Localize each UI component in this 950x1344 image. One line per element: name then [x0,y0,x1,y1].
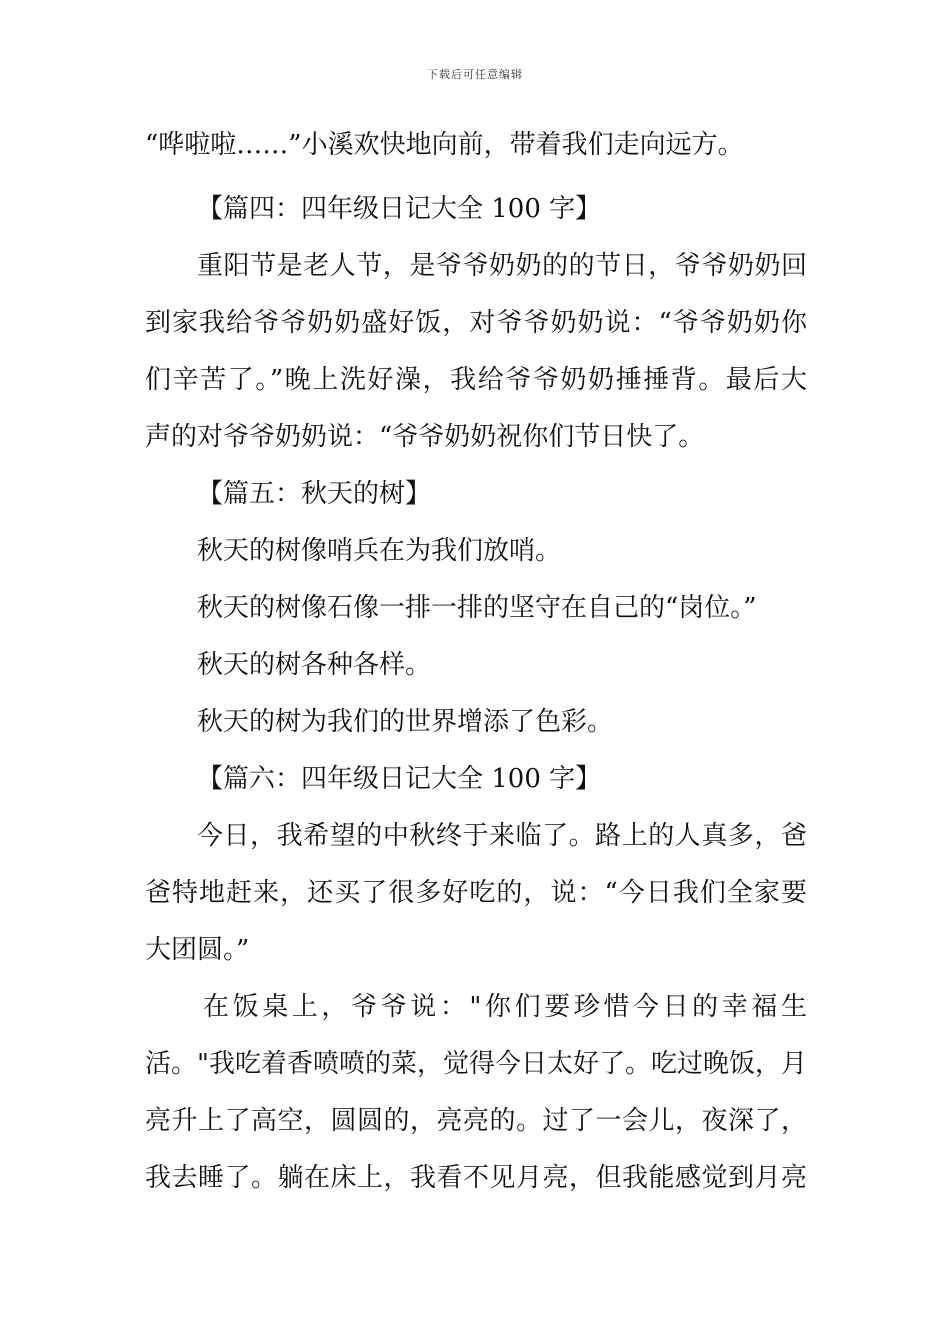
paragraph-line: 们辛苦了。”晚上洗好澡，我给爷爷奶奶捶捶背。最后大 [145,365,807,395]
paragraph-line: 秋天的树像哨兵在为我们放哨。 [197,536,562,566]
paragraph-line: 大团圆。” [145,935,250,965]
paragraph-line: 秋天的树像石像一排一排的坚守在自己的“岗位。” [197,593,757,623]
paragraph-line: 在饭桌上，爷爷说："你们要珍惜今日的幸福生 [203,992,807,1022]
paragraph-line: 秋天的树为我们的世界增添了色彩。 [197,707,614,737]
paragraph-line: 重阳节是老人节，是爷爷奶奶的的节日，爷爷奶奶回 [197,251,807,281]
paragraph-line: 爸特地赶来，还买了很多好吃的，说：“今日我们全家要 [145,878,807,908]
paragraph-line: 秋天的树各种各样。 [197,650,432,680]
section-heading: 【篇五：秋天的树】 [197,479,432,509]
paragraph-line: 亮升上了高空，圆圆的，亮亮的。过了一会儿，夜深了， [145,1106,807,1136]
paragraph-line: “哗啦啦……”小溪欢快地向前，带着我们走向远方。 [145,130,744,160]
paragraph-line: 今日，我希望的中秋终于来临了。路上的人真多，爸 [197,821,807,851]
paragraph-line: 活。"我吃着香喷喷的菜，觉得今日太好了。吃过晚饭，月 [145,1049,807,1079]
paragraph-line: 我去睡了。躺在床上，我看不见月亮，但我能感觉到月亮 [145,1163,807,1193]
paragraph-line: 到家我给爷爷奶奶盛好饭，对爷爷奶奶说：“爷爷奶奶你 [145,308,807,338]
section-heading: 【篇四：四年级日记大全 100 字】 [197,194,602,224]
section-heading: 【篇六：四年级日记大全 100 字】 [197,764,602,794]
paragraph-line: 声的对爷爷奶奶说：“爷爷奶奶祝你们节日快了。 [145,422,705,452]
page-header: 下载后可任意编辑 [427,68,523,81]
